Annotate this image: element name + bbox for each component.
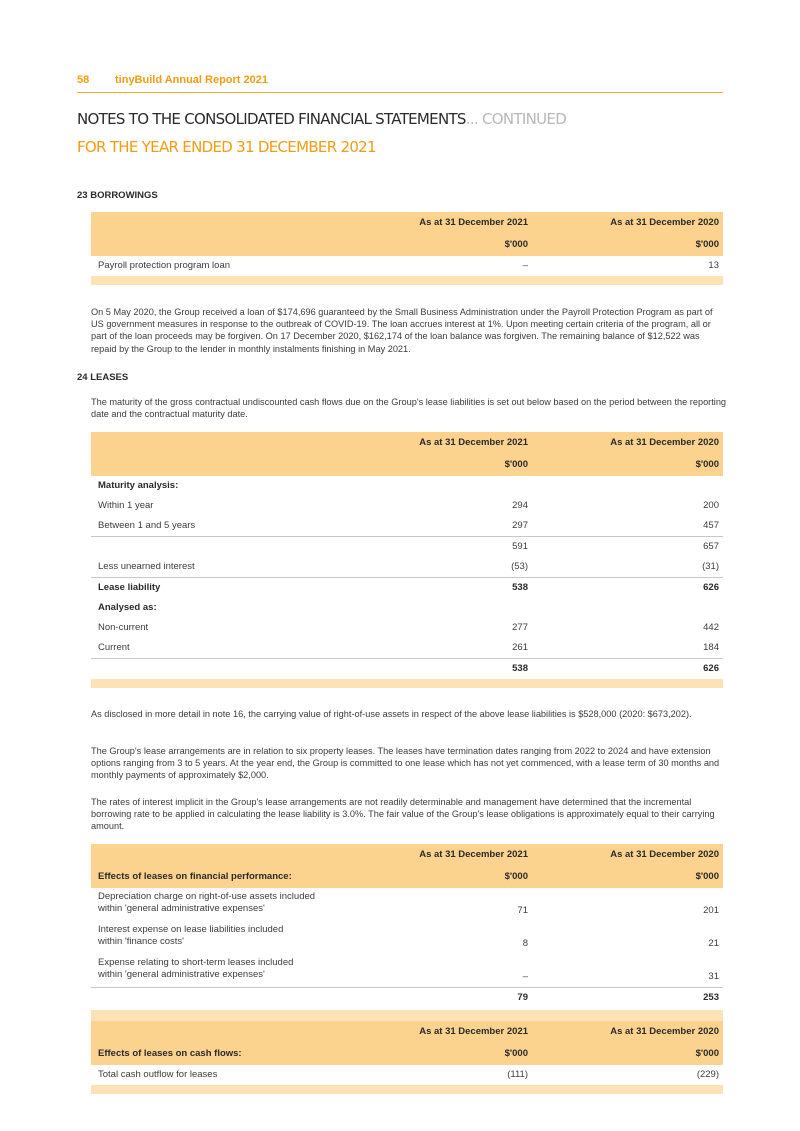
table-row <box>91 1065 723 1085</box>
leases-para-2: The Group's lease arrangements are in relation to six property leases. The leases have termination dates ranging from 2022 to 2024 and have extension options ranging from 3 to 5 years. At the year end, the Group is committed to one lease which has not yet commenced, with a lease term of 30 months and monthly payments of approximately $2,000. <box>91 746 720 781</box>
unit-2021: $'000 <box>504 459 528 470</box>
unit-2020: $'000 <box>695 1048 719 1059</box>
table-row <box>91 888 723 921</box>
table-row <box>91 557 723 577</box>
table-footer-bar <box>91 679 723 688</box>
value-2020: 457 <box>703 520 719 531</box>
value-2020: 31 <box>708 971 719 982</box>
performance-heading: Effects of leases on financial performance: <box>98 871 292 882</box>
value-2020: (229) <box>696 1069 719 1080</box>
borrowings-table <box>91 212 723 285</box>
cashflows-heading: Effects of leases on cash flows: <box>98 1048 242 1059</box>
header-2021: As at 31 December 2021 <box>419 217 528 228</box>
row-label: Payroll protection program loan <box>98 260 231 271</box>
value-2021: 538 <box>512 582 528 593</box>
header-2020: As at 31 December 2020 <box>610 849 719 860</box>
table-row <box>91 638 723 658</box>
leases-heading: 24 LEASES <box>77 372 129 383</box>
unit-2020: $'000 <box>695 459 719 470</box>
table-row <box>91 256 723 276</box>
total-2021: 79 <box>517 992 528 1003</box>
value-2021: 8 <box>522 938 528 949</box>
value-2020: 201 <box>703 905 719 916</box>
total-2020: 253 <box>703 992 719 1003</box>
unit-2021: $'000 <box>504 1048 528 1059</box>
table-row <box>91 618 723 638</box>
borrowings-paragraph: On 5 May 2020, the Group received a loan of $174,696 guaranteed by the Small Business Administration under the Payroll Protection Program as part of US government measures in response to the outbreak of COVID-19. The loan accrues interest at 1%. Upon meeting certain criteria of the program, all or part of the loan proceeds may be forgiven. On 17 December 2020, $162,174 of the loan balance was forgiven. The remaining balance of $12,522 was repaid by the Group to the lender in monthly instalments finishing in May 2021. <box>91 307 713 354</box>
unit-2021: $'000 <box>504 239 528 250</box>
table-row <box>91 658 723 679</box>
header-2020: As at 31 December 2020 <box>610 217 719 228</box>
leases-maturity-table <box>91 432 723 688</box>
page-header <box>77 74 723 93</box>
header-2020: As at 31 December 2020 <box>610 1026 719 1037</box>
unit-2020: $'000 <box>695 239 719 250</box>
cashflows-table <box>91 1010 723 1094</box>
row-label: Between 1 and 5 years <box>98 520 196 531</box>
table-row <box>91 536 723 557</box>
table-row <box>91 476 723 496</box>
table-row <box>91 987 723 1008</box>
borrowings-heading: 23 BORROWINGS <box>77 190 158 201</box>
value-2021: 294 <box>512 500 528 511</box>
value-2021: 297 <box>512 520 528 531</box>
analysed-heading: Analysed as: <box>98 602 157 613</box>
notes-title-continued: ... CONTINUED <box>465 110 567 128</box>
table-row <box>91 496 723 516</box>
row-label: Total cash outflow for leases <box>98 1069 218 1080</box>
performance-table <box>91 844 723 1008</box>
total-2020: 626 <box>703 663 719 674</box>
performance-table-header <box>91 844 723 888</box>
value-2021: 261 <box>512 642 528 653</box>
leases-para-3: The rates of interest implicit in the Group's lease arrangements are not readily determinable and management have determined that the incremental borrowing rate to be applied in calculating the lease liability is 3.0%. The fair value of the Group's lease obligations is approximately equal to their carrying amount. <box>91 797 715 832</box>
value-2021: 591 <box>512 541 528 552</box>
value-2021: 71 <box>517 905 528 916</box>
value-2021: – <box>522 971 528 982</box>
value-2021: (53) <box>511 561 528 572</box>
notes-title <box>77 110 566 128</box>
header-2021: As at 31 December 2021 <box>419 437 528 448</box>
row-label-line-1: Interest expense on lease liabilities included <box>98 924 284 935</box>
table-row <box>91 598 723 618</box>
value-2020: 657 <box>703 541 719 552</box>
row-label-line-2: within 'finance costs' <box>98 935 185 947</box>
report-title: tinyBuild Annual Report 2021 <box>115 74 269 86</box>
table-row <box>91 954 723 987</box>
page-number: 58 <box>77 74 90 86</box>
table-row <box>91 921 723 954</box>
row-label-line-2: within 'general administrative expenses' <box>98 968 265 980</box>
value-2021: – <box>522 260 528 271</box>
value-2021: (111) <box>507 1069 528 1080</box>
row-label-line-2: within 'general administrative expenses' <box>98 902 265 914</box>
leases-intro: The maturity of the gross contractual undiscounted cash flows due on the Group's lease liabilities is set out below based on the period between the reporting date and the contractual maturity date. <box>91 397 727 420</box>
row-label <box>98 957 293 980</box>
value-2021: 277 <box>512 622 528 633</box>
row-label: Within 1 year <box>98 500 154 511</box>
maturity-heading: Maturity analysis: <box>98 480 179 491</box>
row-label: Non-current <box>98 622 149 633</box>
value-2020: 21 <box>708 938 719 949</box>
row-label: Current <box>98 642 130 653</box>
leases-table-header <box>91 432 723 476</box>
row-label <box>98 924 283 947</box>
table-row <box>91 577 723 598</box>
row-label-line-1: Expense relating to short-term leases included <box>98 957 294 968</box>
value-2020: 442 <box>703 622 719 633</box>
unit-2020: $'000 <box>695 871 719 882</box>
value-2020: (31) <box>702 561 719 572</box>
table-top-bar <box>91 1010 723 1021</box>
row-label <box>98 891 315 914</box>
header-2021: As at 31 December 2021 <box>419 1026 528 1037</box>
table-footer-bar <box>91 276 723 285</box>
table-footer-bar <box>91 1085 723 1094</box>
unit-2021: $'000 <box>504 871 528 882</box>
header-2020: As at 31 December 2020 <box>610 437 719 448</box>
borrowings-table-header <box>91 212 723 256</box>
value-2020: 184 <box>703 642 719 653</box>
value-2020: 626 <box>703 582 719 593</box>
value-2020: 200 <box>703 500 719 511</box>
cashflows-table-header <box>91 1021 723 1065</box>
value-2020: 13 <box>708 260 719 271</box>
row-label-line-1: Depreciation charge on right-of-use assets included <box>98 891 316 902</box>
notes-subtitle: FOR THE YEAR ENDED 31 DECEMBER 2021 <box>77 138 376 156</box>
leases-para-1: As disclosed in more detail in note 16, the carrying value of right-of-use assets in respect of the above lease liabilities is $528,000 (2020: $673,202). <box>91 709 692 719</box>
row-label: Less unearned interest <box>98 561 195 572</box>
header-2021: As at 31 December 2021 <box>419 849 528 860</box>
table-row <box>91 516 723 536</box>
row-label: Lease liability <box>98 582 161 593</box>
total-2021: 538 <box>512 663 528 674</box>
notes-title-main: NOTES TO THE CONSOLIDATED FINANCIAL STATEMENTS <box>77 110 466 128</box>
